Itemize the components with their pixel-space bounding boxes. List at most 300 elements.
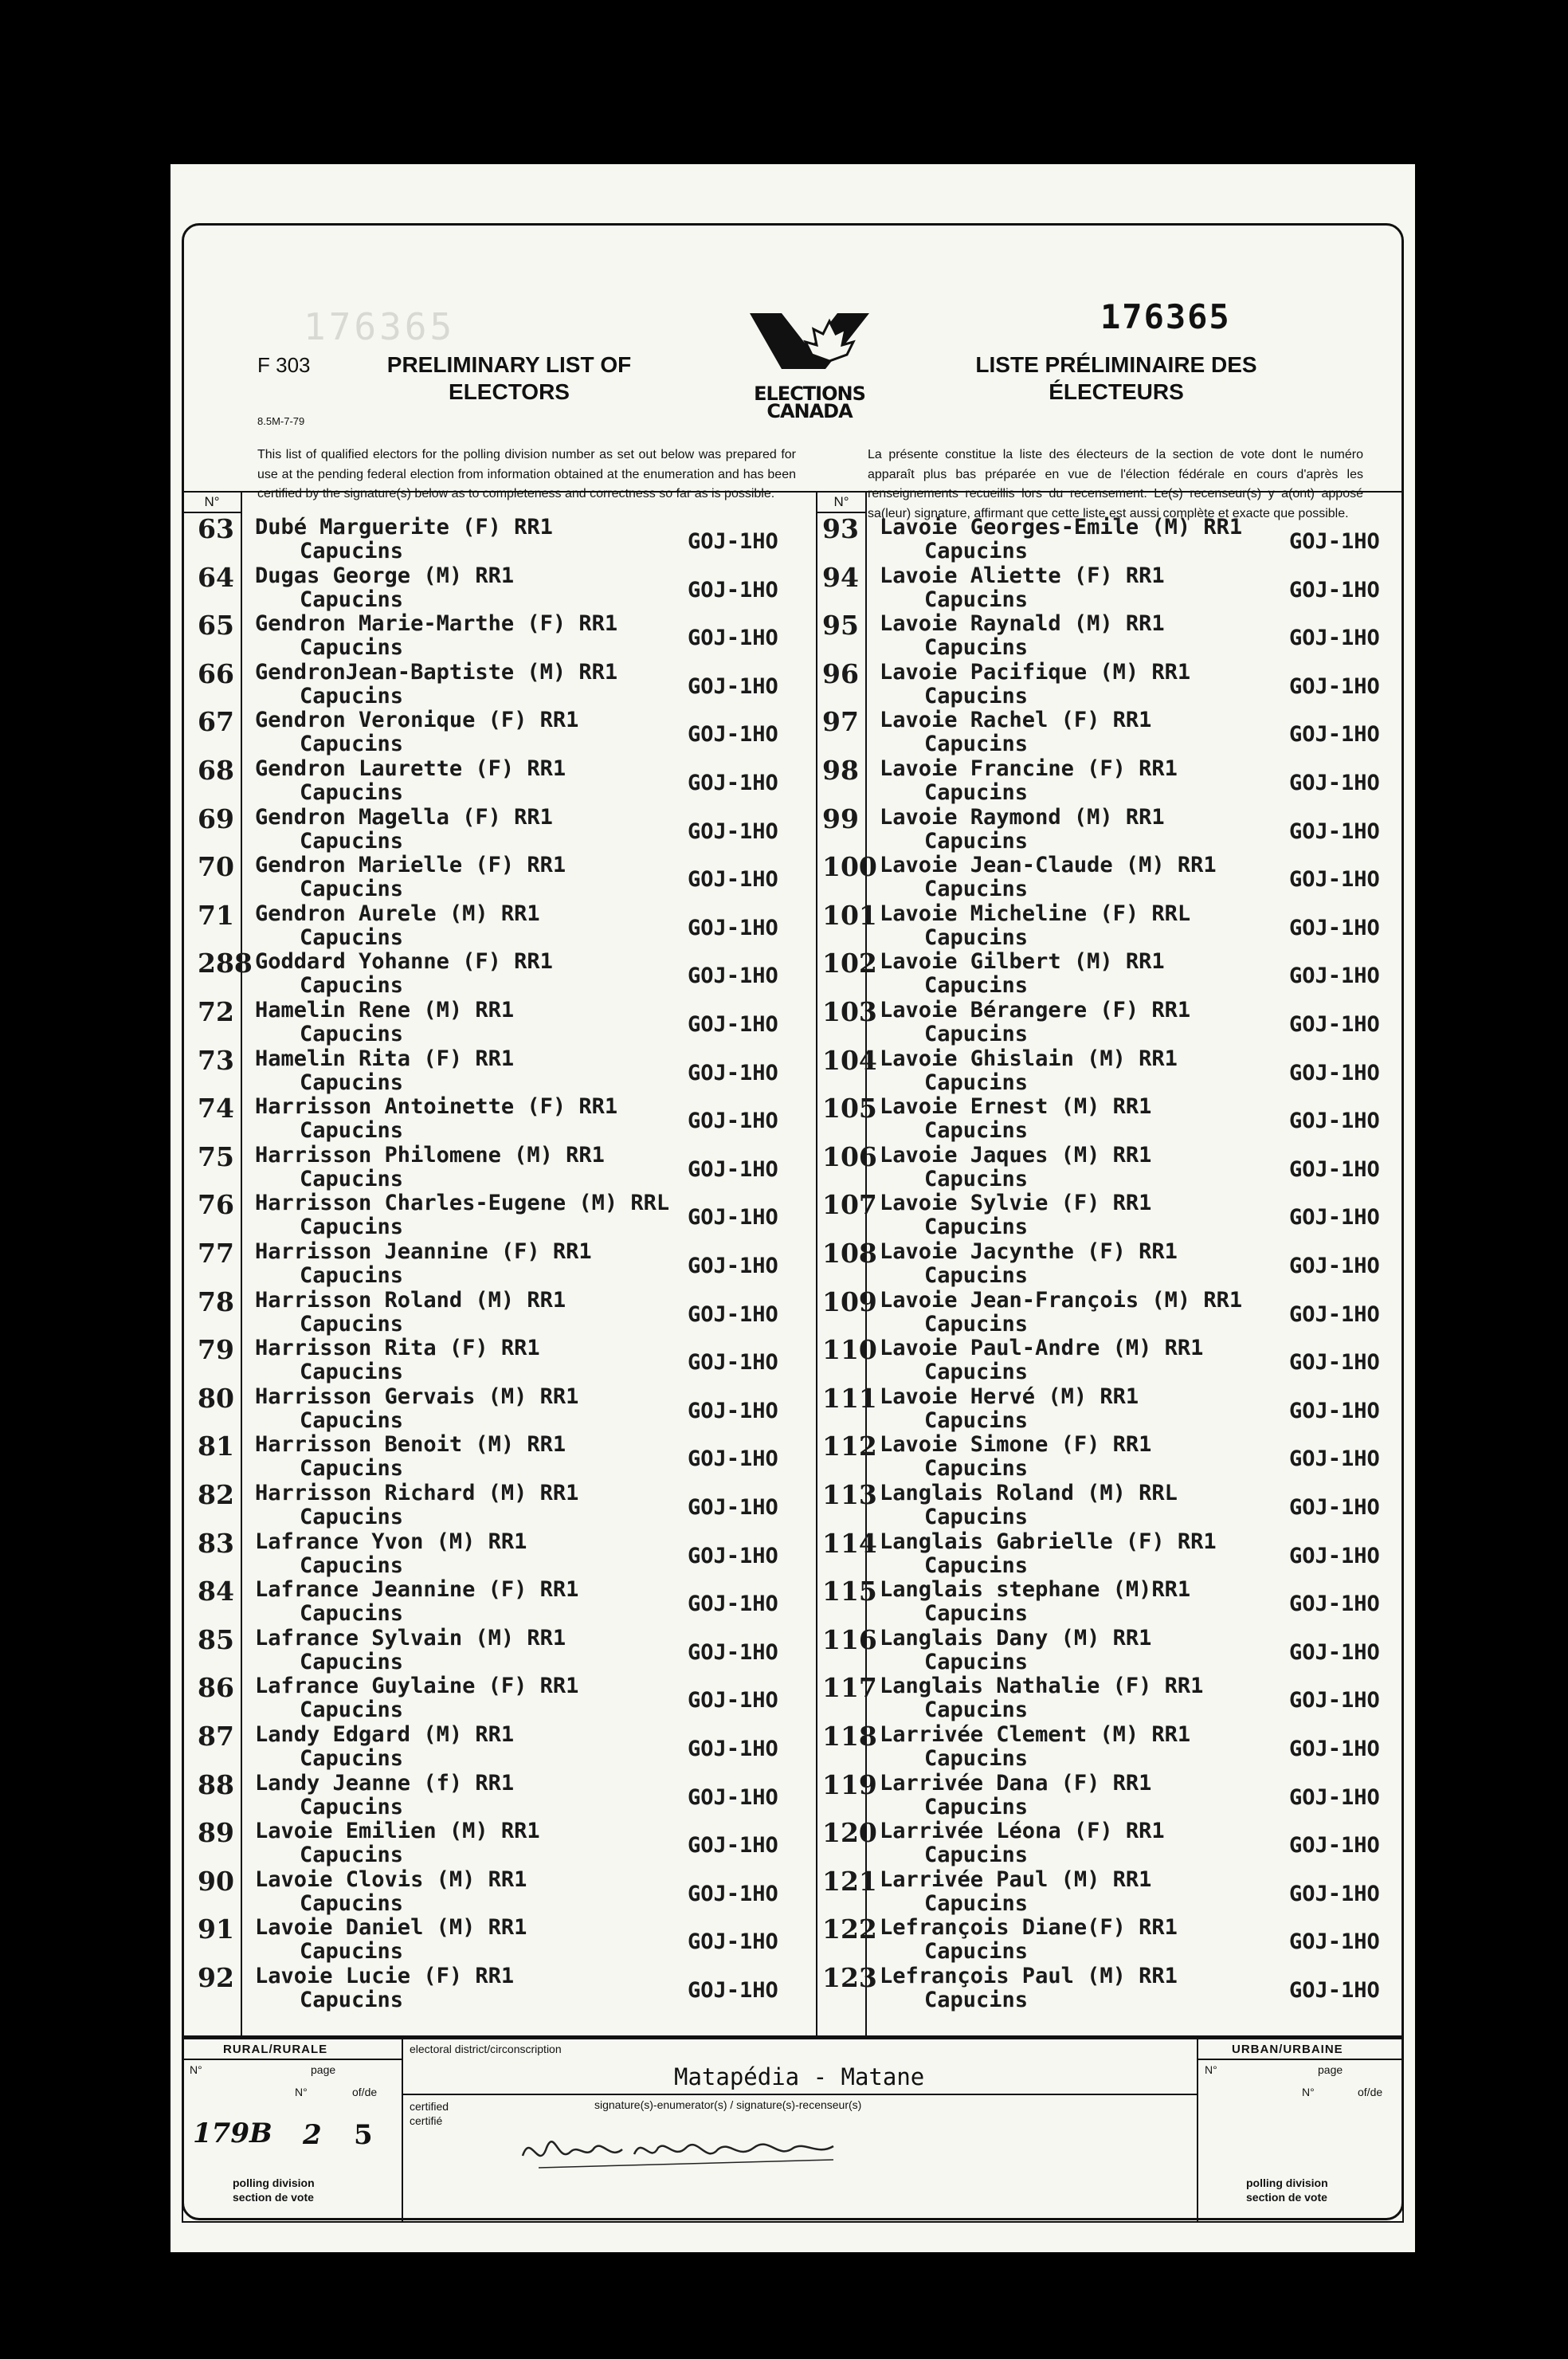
elector-entry xyxy=(182,996,1404,1051)
elector-locality: Capucins xyxy=(924,1552,1029,1578)
district-value: Matapédia - Matane xyxy=(674,2063,925,2090)
elector-entry xyxy=(182,1479,1404,1534)
right-number-header: N° xyxy=(816,493,867,513)
elector-name: Lavoie Rachel (F) RR1 xyxy=(880,708,1152,733)
elector-locality: Capucins xyxy=(924,780,1029,805)
elector-postal-code: GOJ-1HO xyxy=(1289,1205,1380,1231)
elector-locality: Capucins xyxy=(924,1166,1029,1191)
elector-locality: Capucins xyxy=(924,1746,1029,1771)
elector-number: 87 xyxy=(198,1721,234,1752)
elector-name: Lavoie Lucie (F) RR1 xyxy=(255,1964,515,1988)
urban-header-cell xyxy=(1197,2038,1404,2060)
elector-number: 89 xyxy=(198,1817,234,1849)
title-french xyxy=(949,351,1284,406)
elector-postal-code: GOJ-1HO xyxy=(1289,1398,1380,1423)
elector-number: 104 xyxy=(822,1044,877,1076)
elector-number: 88 xyxy=(198,1768,234,1800)
elector-postal-code: GOJ-1HO xyxy=(688,964,778,989)
elector-postal-code: GOJ-1HO xyxy=(688,1592,778,1617)
elector-postal-code: GOJ-1HO xyxy=(1289,1784,1380,1810)
elector-name: Lavoie Raymond (M) RR1 xyxy=(880,804,1165,830)
elector-locality: Capucins xyxy=(300,1939,404,1965)
elector-entry xyxy=(182,1865,1404,1921)
elector-name: Lavoie Aliette (F) RR1 xyxy=(880,563,1165,588)
elector-entry xyxy=(182,1431,1404,1486)
elector-locality: Capucins xyxy=(924,1407,1029,1433)
elector-entry xyxy=(182,1576,1404,1631)
elector-name: Lafrance Sylvain (M) RR1 xyxy=(255,1625,566,1651)
serial-number: 176365 xyxy=(1100,297,1231,336)
elector-name: Gendron Marie-Marthe (F) RR1 xyxy=(255,611,618,637)
elector-locality: Capucins xyxy=(924,1505,1029,1529)
elector-entry xyxy=(182,706,1404,761)
elector-postal-code: GOJ-1HO xyxy=(688,1205,778,1231)
elector-locality: Capucins xyxy=(300,635,404,661)
elector-locality: Capucins xyxy=(300,1360,404,1385)
elector-postal-code: GOJ-1HO xyxy=(1289,1833,1380,1859)
elector-postal-code: GOJ-1HO xyxy=(688,771,778,795)
elector-number: 65 xyxy=(198,610,234,642)
elector-number: 99 xyxy=(822,803,859,834)
elector-number: 122 xyxy=(822,1913,877,1945)
elector-postal-code: GOJ-1HO xyxy=(688,1929,778,1955)
elector-name: Harrisson Philomene (M) RR1 xyxy=(255,1142,605,1168)
title-french-line2: ÉLECTEURS xyxy=(1049,379,1184,404)
elector-name: Lavoie Clovis (M) RR1 xyxy=(255,1866,527,1892)
elector-number: 114 xyxy=(822,1527,877,1559)
elector-locality: Capucins xyxy=(924,587,1029,612)
elector-postal-code: GOJ-1HO xyxy=(1289,1109,1380,1134)
elector-locality: Capucins xyxy=(924,1118,1029,1144)
elector-name: Dugas George (M) RR1 xyxy=(255,563,515,588)
elector-postal-code: GOJ-1HO xyxy=(1289,529,1380,554)
elector-locality: Capucins xyxy=(924,1890,1029,1916)
elector-postal-code: GOJ-1HO xyxy=(1289,1446,1380,1472)
enumerator-signature xyxy=(515,2124,849,2180)
elector-number: 73 xyxy=(198,1044,234,1076)
elector-name: Langlais Dany (M) RR1 xyxy=(880,1625,1152,1651)
elector-number: 288 xyxy=(198,948,253,979)
elector-locality: Capucins xyxy=(924,683,1029,708)
elector-number: 70 xyxy=(198,851,234,883)
elector-postal-code: GOJ-1HO xyxy=(1289,1881,1380,1906)
elector-name: Lavoie Sylvie (F) RR1 xyxy=(880,1191,1152,1216)
elector-entry xyxy=(182,1768,1404,1824)
elector-number: 119 xyxy=(822,1768,877,1800)
elector-postal-code: GOJ-1HO xyxy=(688,529,778,554)
elector-postal-code: GOJ-1HO xyxy=(1289,1929,1380,1955)
rural-page-label: page xyxy=(311,2063,336,2076)
elector-locality: Capucins xyxy=(300,1698,404,1723)
elector-number: 68 xyxy=(198,755,234,786)
elector-locality: Capucins xyxy=(300,1505,404,1529)
elector-name: Larrivée Clement (M) RR1 xyxy=(880,1722,1191,1747)
elector-postal-code: GOJ-1HO xyxy=(688,1109,778,1134)
elector-name: Lavoie Simone (F) RR1 xyxy=(880,1432,1152,1458)
elector-locality: Capucins xyxy=(924,1360,1029,1385)
rural-polling-label-en: polling division xyxy=(233,2176,315,2189)
rural-polling-number: 179B xyxy=(193,2118,272,2149)
elector-number: 94 xyxy=(822,561,859,593)
elector-number: 64 xyxy=(198,561,234,593)
elector-name: Harrisson Rita (F) RR1 xyxy=(255,1336,540,1361)
elector-locality: Capucins xyxy=(924,1215,1029,1240)
urban-label: URBAN/URBAINE xyxy=(1232,2043,1343,2056)
elector-entry xyxy=(182,1913,1404,1968)
elector-postal-code: GOJ-1HO xyxy=(1289,1012,1380,1037)
elector-number: 97 xyxy=(822,706,859,738)
elector-postal-code: GOJ-1HO xyxy=(1289,1737,1380,1761)
elector-entry xyxy=(182,1093,1404,1148)
elector-postal-code: GOJ-1HO xyxy=(1289,1639,1380,1665)
urban-polling-label-en: polling division xyxy=(1246,2176,1328,2189)
elector-number: 93 xyxy=(822,513,859,544)
elector-locality: Capucins xyxy=(300,1263,404,1288)
elector-name: Harrisson Roland (M) RR1 xyxy=(255,1287,566,1313)
elector-locality: Capucins xyxy=(300,1407,404,1433)
elector-number: 111 xyxy=(822,1382,877,1414)
elector-entry xyxy=(182,1189,1404,1244)
elector-number: 100 xyxy=(822,851,877,883)
elector-name: Larrivée Léona (F) RR1 xyxy=(880,1819,1165,1844)
elector-locality: Capucins xyxy=(300,1552,404,1578)
elector-number: 96 xyxy=(822,657,859,689)
elector-postal-code: GOJ-1HO xyxy=(688,1350,778,1376)
elector-locality: Capucins xyxy=(300,1070,404,1095)
elector-postal-code: GOJ-1HO xyxy=(1289,1543,1380,1568)
elector-name: Lavoie Pacifique (M) RR1 xyxy=(880,659,1191,685)
elector-locality: Capucins xyxy=(300,780,404,805)
elector-name: Landy Edgard (M) RR1 xyxy=(255,1722,515,1747)
elector-number: 76 xyxy=(198,1189,234,1221)
elector-number: 102 xyxy=(822,948,877,979)
elector-entry xyxy=(182,948,1404,1003)
elector-entry xyxy=(182,1285,1404,1341)
elector-entry xyxy=(182,899,1404,955)
elector-locality: Capucins xyxy=(300,1794,404,1819)
elector-locality: Capucins xyxy=(924,732,1029,757)
elector-locality: Capucins xyxy=(300,683,404,708)
elector-postal-code: GOJ-1HO xyxy=(688,1784,778,1810)
elector-number: 71 xyxy=(198,899,234,931)
elector-postal-code: GOJ-1HO xyxy=(1289,1688,1380,1713)
elector-postal-code: GOJ-1HO xyxy=(1289,771,1380,795)
elector-name: Lavoie Daniel (M) RR1 xyxy=(255,1915,527,1941)
elector-postal-code: GOJ-1HO xyxy=(688,722,778,748)
elector-number: 98 xyxy=(822,755,859,786)
elector-postal-code: GOJ-1HO xyxy=(688,1012,778,1037)
elector-postal-code: GOJ-1HO xyxy=(688,1978,778,2003)
elector-entry xyxy=(182,1527,1404,1583)
elector-number: 113 xyxy=(822,1479,877,1510)
elector-entry xyxy=(182,1238,1404,1293)
elector-locality: Capucins xyxy=(300,828,404,854)
elector-number: 121 xyxy=(822,1865,877,1897)
elector-postal-code: GOJ-1HO xyxy=(688,818,778,844)
elector-locality: Capucins xyxy=(300,877,404,902)
electors-table xyxy=(182,491,1404,2037)
elector-postal-code: GOJ-1HO xyxy=(1289,818,1380,844)
elector-number: 85 xyxy=(198,1623,234,1655)
rural-polling-label-fr: section de vote xyxy=(233,2191,314,2204)
urban-page-no-label: N° xyxy=(1302,2086,1315,2098)
elector-locality: Capucins xyxy=(924,1843,1029,1868)
elector-name: Lavoie Jean-François (M) RR1 xyxy=(880,1287,1243,1313)
left-number-header: N° xyxy=(182,493,242,513)
elector-postal-code: GOJ-1HO xyxy=(1289,867,1380,893)
elector-locality: Capucins xyxy=(300,1215,404,1240)
elector-locality: Capucins xyxy=(300,1890,404,1916)
rural-no-label: N° xyxy=(190,2063,202,2076)
elector-locality: Capucins xyxy=(300,1456,404,1482)
elector-postal-code: GOJ-1HO xyxy=(1289,1978,1380,2003)
elector-name: Hamelin Rita (F) RR1 xyxy=(255,1046,515,1071)
elector-name: Lavoie Jean-Claude (M) RR1 xyxy=(880,853,1217,878)
urban-of-label: of/de xyxy=(1358,2086,1383,2098)
elector-number: 103 xyxy=(822,996,877,1027)
elector-name: Gendron Veronique (F) RR1 xyxy=(255,708,579,733)
elector-postal-code: GOJ-1HO xyxy=(1289,964,1380,989)
elector-number: 81 xyxy=(198,1431,234,1462)
elector-name: Lavoie Hervé (M) RR1 xyxy=(880,1384,1139,1409)
rural-page-number: 2 xyxy=(303,2119,322,2151)
elector-locality: Capucins xyxy=(924,1698,1029,1723)
elector-locality: Capucins xyxy=(924,1311,1029,1337)
elector-number: 117 xyxy=(822,1672,877,1704)
elector-locality: Capucins xyxy=(924,539,1029,563)
elector-postal-code: GOJ-1HO xyxy=(688,1398,778,1423)
elector-locality: Capucins xyxy=(300,1166,404,1191)
elector-postal-code: GOJ-1HO xyxy=(688,915,778,940)
elector-postal-code: GOJ-1HO xyxy=(1289,577,1380,603)
elector-number: 86 xyxy=(198,1672,234,1704)
elector-name: Harrisson Jeannine (F) RR1 xyxy=(255,1239,592,1264)
elector-postal-code: GOJ-1HO xyxy=(688,673,778,699)
elector-entry xyxy=(182,657,1404,713)
elector-name: Lavoie Jaques (M) RR1 xyxy=(880,1142,1152,1168)
elector-name: Lavoie Georges-Emile (M) RR1 xyxy=(880,515,1243,540)
elector-locality: Capucins xyxy=(924,973,1029,999)
elector-postal-code: GOJ-1HO xyxy=(688,1060,778,1085)
elector-name: Dubé Marguerite (F) RR1 xyxy=(255,515,553,540)
elector-postal-code: GOJ-1HO xyxy=(1289,1254,1380,1278)
urban-polling-label-fr: section de vote xyxy=(1246,2191,1327,2204)
elector-postal-code: GOJ-1HO xyxy=(1289,1350,1380,1376)
elector-postal-code: GOJ-1HO xyxy=(688,1301,778,1327)
elector-number: 78 xyxy=(198,1285,234,1317)
elector-name: Harrisson Gervais (M) RR1 xyxy=(255,1384,579,1409)
signature-label: signature(s)-enumerator(s) / signature(s)-recenseur(s) xyxy=(594,2098,862,2111)
elector-number: 116 xyxy=(822,1623,877,1655)
elector-name: Larrivée Paul (M) RR1 xyxy=(880,1866,1152,1892)
elector-entry xyxy=(182,1044,1404,1100)
elector-name: Langlais Roland (M) RRL xyxy=(880,1481,1178,1505)
elector-name: GendronJean-Baptiste (M) RR1 xyxy=(255,659,618,685)
rural-page-total: 5 xyxy=(354,2119,373,2151)
elector-name: Harrisson Antoinette (F) RR1 xyxy=(255,1094,618,1120)
elector-postal-code: GOJ-1HO xyxy=(1289,626,1380,651)
rural-page-no-label: N° xyxy=(295,2086,308,2098)
elector-name: Gendron Marielle (F) RR1 xyxy=(255,853,566,878)
elector-locality: Capucins xyxy=(924,828,1029,854)
elector-name: Landy Jeanne (f) RR1 xyxy=(255,1770,515,1796)
elector-name: Gendron Magella (F) RR1 xyxy=(255,804,553,830)
elector-name: Lafrance Jeannine (F) RR1 xyxy=(255,1577,579,1603)
intro-text-french: La présente constitue la liste des électeurs de la section de vote dont le numéro apparaît plus bas préparée en vue de l'élection fédérale en cours d'après les renseignements recueillis lors du recensement. Le(s) recenseur(s) y a(ont) apposé sa(leur) signature, affirmant que cette liste est aussi complète et exacte que possible. xyxy=(868,448,1363,520)
elector-postal-code: GOJ-1HO xyxy=(688,1639,778,1665)
elector-entry xyxy=(182,1962,1404,2017)
elector-entry xyxy=(182,1140,1404,1196)
elector-locality: Capucins xyxy=(300,587,404,612)
elector-number: 120 xyxy=(822,1817,877,1849)
elector-locality: Capucins xyxy=(300,1022,404,1046)
elector-name: Larrivée Dana (F) RR1 xyxy=(880,1770,1152,1796)
elector-name: Lavoie Raynald (M) RR1 xyxy=(880,611,1165,637)
elector-name: Lavoie Emilien (M) RR1 xyxy=(255,1819,540,1844)
elector-entry xyxy=(182,1334,1404,1389)
elector-number: 112 xyxy=(822,1431,877,1462)
elector-name: Lavoie Jacynthe (F) RR1 xyxy=(880,1239,1178,1264)
elector-number: 123 xyxy=(822,1962,877,1993)
elector-locality: Capucins xyxy=(924,1070,1029,1095)
elector-locality: Capucins xyxy=(300,1601,404,1627)
elector-postal-code: GOJ-1HO xyxy=(688,867,778,893)
elector-name: Goddard Yohanne (F) RR1 xyxy=(255,949,553,975)
elector-postal-code: GOJ-1HO xyxy=(688,1833,778,1859)
certified-label: certified xyxy=(410,2100,449,2113)
elector-entry xyxy=(182,1721,1404,1776)
elector-locality: Capucins xyxy=(924,1022,1029,1046)
elector-name: Harrisson Richard (M) RR1 xyxy=(255,1481,579,1505)
elector-postal-code: GOJ-1HO xyxy=(688,1495,778,1520)
elector-locality: Capucins xyxy=(300,1649,404,1674)
form-code: 8.5M-7-79 xyxy=(257,415,305,427)
elector-locality: Capucins xyxy=(924,1456,1029,1482)
urban-polling-cell xyxy=(1197,2059,1404,2223)
elector-name: Langlais stephane (M)RR1 xyxy=(880,1577,1191,1603)
title-english-line1: PRELIMINARY LIST OF xyxy=(386,352,632,377)
elector-locality: Capucins xyxy=(300,1118,404,1144)
elector-name: Gendron Aurele (M) RR1 xyxy=(255,901,540,926)
elector-postal-code: GOJ-1HO xyxy=(1289,722,1380,748)
elector-locality: Capucins xyxy=(300,1746,404,1771)
faint-serial-imprint: 176365 xyxy=(304,305,456,348)
elector-locality: Capucins xyxy=(300,924,404,950)
title-english-line2: ELECTORS xyxy=(449,379,570,404)
elector-postal-code: GOJ-1HO xyxy=(688,1737,778,1761)
elector-number: 101 xyxy=(822,899,877,931)
urban-page-label: page xyxy=(1318,2063,1343,2076)
elector-name: Lafrance Yvon (M) RR1 xyxy=(255,1529,527,1554)
form-number: F 303 xyxy=(257,353,311,377)
elector-number: 95 xyxy=(822,610,859,642)
elector-name: Lavoie Francine (F) RR1 xyxy=(880,756,1178,781)
elector-postal-code: GOJ-1HO xyxy=(1289,1592,1380,1617)
elector-name: Harrisson Charles-Eugene (M) RRL xyxy=(255,1191,670,1216)
elector-locality: Capucins xyxy=(924,1263,1029,1288)
elector-number: 69 xyxy=(198,803,234,834)
title-french-line1: LISTE PRÉLIMINAIRE DES xyxy=(975,352,1257,377)
elector-locality: Capucins xyxy=(924,1649,1029,1674)
elector-number: 75 xyxy=(198,1140,234,1172)
elector-locality: Capucins xyxy=(300,1311,404,1337)
elector-number: 90 xyxy=(198,1865,234,1897)
elector-entry xyxy=(182,1672,1404,1727)
elector-name: Hamelin Rene (M) RR1 xyxy=(255,998,515,1022)
elector-postal-code: GOJ-1HO xyxy=(1289,1301,1380,1327)
elector-postal-code: GOJ-1HO xyxy=(1289,1495,1380,1520)
elector-name: Lafrance Guylaine (F) RR1 xyxy=(255,1674,579,1699)
elector-entry xyxy=(182,610,1404,665)
elector-number: 80 xyxy=(198,1382,234,1414)
elector-postal-code: GOJ-1HO xyxy=(688,1254,778,1278)
elector-name: Lavoie Bérangere (F) RR1 xyxy=(880,998,1191,1022)
rural-label: RURAL/RURALE xyxy=(223,2043,328,2056)
elector-entry xyxy=(182,561,1404,617)
elector-postal-code: GOJ-1HO xyxy=(688,626,778,651)
elector-number: 92 xyxy=(198,1962,234,1993)
elector-locality: Capucins xyxy=(300,1843,404,1868)
elector-locality: Capucins xyxy=(924,924,1029,950)
elector-name: Langlais Gabrielle (F) RR1 xyxy=(880,1529,1217,1554)
elector-postal-code: GOJ-1HO xyxy=(688,577,778,603)
elector-entry xyxy=(182,1382,1404,1438)
elector-entry xyxy=(182,851,1404,906)
elector-locality: Capucins xyxy=(924,1794,1029,1819)
elector-locality: Capucins xyxy=(924,1601,1029,1627)
elector-entry xyxy=(182,803,1404,858)
elector-postal-code: GOJ-1HO xyxy=(688,1881,778,1906)
elector-number: 105 xyxy=(822,1093,877,1125)
elector-name: Lavoie Ghislain (M) RR1 xyxy=(880,1046,1178,1071)
document-sheet xyxy=(171,164,1415,2252)
elector-locality: Capucins xyxy=(924,635,1029,661)
elector-entry xyxy=(182,1817,1404,1872)
elector-number: 107 xyxy=(822,1189,877,1221)
elector-name: Harrisson Benoit (M) RR1 xyxy=(255,1432,566,1458)
elector-name: Lavoie Paul-Andre (M) RR1 xyxy=(880,1336,1204,1361)
elector-name: Gendron Laurette (F) RR1 xyxy=(255,756,566,781)
elector-postal-code: GOJ-1HO xyxy=(1289,1156,1380,1182)
elector-locality: Capucins xyxy=(300,1988,404,2012)
elector-number: 83 xyxy=(198,1527,234,1559)
elector-name: Lavoie Micheline (F) RRL xyxy=(880,901,1191,926)
elector-postal-code: GOJ-1HO xyxy=(1289,1060,1380,1085)
elector-number: 108 xyxy=(822,1238,877,1269)
elector-number: 67 xyxy=(198,706,234,738)
elector-postal-code: GOJ-1HO xyxy=(1289,915,1380,940)
elector-name: Lavoie Gilbert (M) RR1 xyxy=(880,949,1165,975)
logo-text-line2: CANADA xyxy=(766,400,853,422)
elector-locality: Capucins xyxy=(300,973,404,999)
logo-wordmark xyxy=(734,385,885,420)
elector-number: 66 xyxy=(198,657,234,689)
elector-postal-code: GOJ-1HO xyxy=(688,1543,778,1568)
elector-number: 77 xyxy=(198,1238,234,1269)
certification-cell xyxy=(402,2094,1198,2223)
elector-number: 106 xyxy=(822,1140,877,1172)
elector-entry xyxy=(182,755,1404,810)
elector-locality: Capucins xyxy=(924,877,1029,902)
elector-locality: Capucins xyxy=(300,539,404,563)
elector-postal-code: GOJ-1HO xyxy=(688,1688,778,1713)
elector-number: 84 xyxy=(198,1576,234,1607)
elector-number: 110 xyxy=(822,1334,877,1366)
elector-postal-code: GOJ-1HO xyxy=(1289,673,1380,699)
elector-locality: Capucins xyxy=(300,732,404,757)
district-label: electoral district/circonscription xyxy=(410,2043,562,2055)
elector-name: Lefrançois Diane(F) RR1 xyxy=(880,1915,1178,1941)
